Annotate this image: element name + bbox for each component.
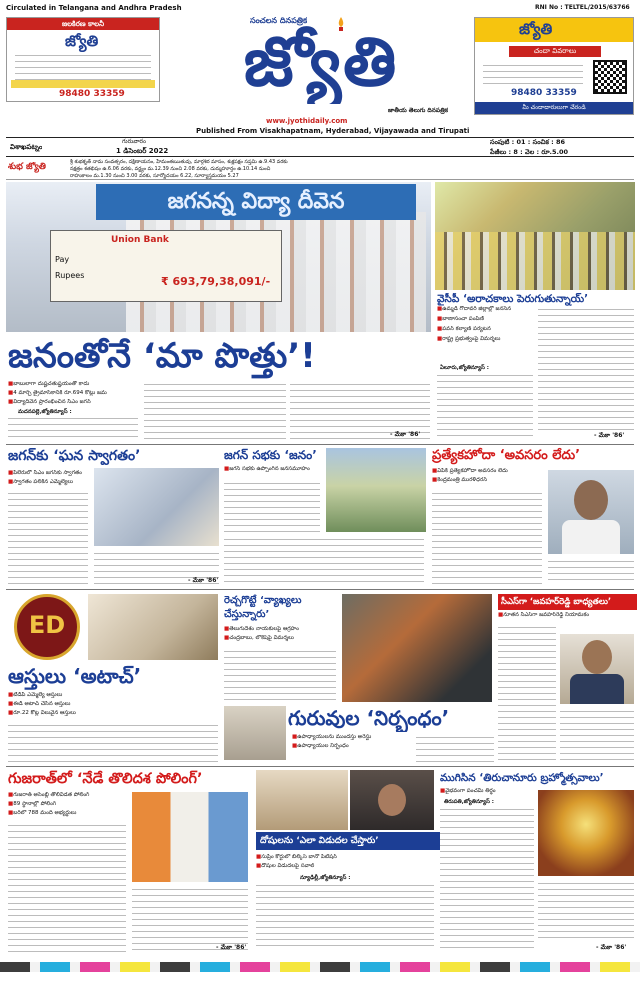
special-status-body-1 — [432, 490, 542, 584]
jagan-welcome-headline: జగన్‌కు ‘ఘన స్వాగతం’ — [8, 448, 141, 464]
side-story-body-1 — [437, 372, 533, 438]
left-ad-box — [6, 17, 160, 102]
published-from: Published From Visakhapatnam, Hyderabad, Vijayawada and Tirupati — [196, 127, 470, 135]
jagan-meeting-headline: జగన్ సభకు ‘జనం’ — [224, 448, 317, 462]
side-bullet-2: ■ బాణాసంచా పంపిణీ — [437, 316, 533, 323]
weekday: గురువారం — [122, 138, 147, 145]
masthead-title: జ్యోతి — [243, 23, 399, 102]
lead-headline: జనంతోనే ‘మా పొత్తు’! — [8, 336, 316, 376]
rni-number: RNI No : TELTEL/2015/63766 — [535, 4, 630, 11]
teachers-headline: గురువుల ‘నిర్బంధం’ — [288, 706, 450, 730]
lead-bullet-1: ■ బాబులాగా దుష్టచతుష్టయంతో కాదు — [8, 381, 140, 388]
gujarat-bullet-3: ■ బరిలో 788 మంది అభ్యర్థులు — [8, 810, 128, 817]
circulation-note: Circulated in Telangana and Andhra Pradesh — [6, 4, 182, 12]
side-bullet-4: ■ రాష్ట్ర ప్రభుత్వంపై విమర్శలు — [437, 336, 533, 343]
gujarat-bullet-1: ■ గుజరాత్ అసెంబ్లీ తొలివిడత పోలింగ్ — [8, 792, 128, 799]
side-story-photo — [435, 182, 635, 290]
assets-bullet-2: ■ ఈడీ అటాచ్ చేసిన ఆస్తులు — [8, 701, 208, 708]
assets-body — [8, 722, 218, 762]
left-ad-phone: 98480 33359 — [59, 89, 125, 99]
issue-date: 1 డిసెంబర్ 2022 — [116, 147, 169, 155]
divider-3 — [6, 766, 634, 767]
portrait-body — [562, 520, 620, 554]
assets-headline: ఆస్తులు ‘అటాచ్’ — [8, 664, 142, 688]
jagan-welcome-bullet-1: ■ పీలేరులో సీఎం జగన్‌కు స్వాగతం — [8, 470, 88, 477]
teachers-photo — [342, 594, 492, 702]
divider-2 — [6, 589, 634, 590]
right-ad-box — [474, 17, 634, 115]
cs-bullet-1: ■ నూతన సీఎస్‌గా జవహర్‌రెడ్డి నియామకం — [498, 612, 634, 619]
right-ad-header — [475, 18, 633, 42]
print-registration-bar — [0, 962, 640, 972]
side-story-byline: - మేకా '86' — [594, 432, 625, 439]
assets-bullet-3: ■ రూ.22 కోట్ల విలువైన ఆస్తులు — [8, 710, 208, 717]
rechagotte-bullet-1: ■ తెలుగుదేశం నాయకులపై ఆగ్రహం — [224, 626, 336, 633]
special-status-headline: ప్రత్యేకహోదా ‘అవసరం లేదు’ — [432, 448, 581, 463]
right-ad-subtitle: చందా వివరాలు — [509, 46, 601, 57]
ticker-line-2: నక్షత్రం శతభిషం ఉ.6.06 వరకు, వర్జ్యం మ.12.39 నుంచి 2.08 వరకు, దుర్ముహూర్తం ఉ.10.14 నుంచి — [70, 166, 271, 172]
side-story-dateline: ఏలూరు,జ్యోతిన్యూస్ : — [440, 365, 489, 371]
giant-cheque — [50, 230, 282, 302]
side-bullet-3: ■ పవన్ కల్యాణ్ పర్యటన — [437, 326, 533, 333]
convicts-dateline: న్యూఢిల్లీ,జ్యోతిన్యూస్ : — [300, 875, 351, 881]
rechagotte-photo — [224, 706, 286, 760]
side-story-bullets — [437, 306, 533, 362]
ticker-label: శుభ జ్యోతి — [8, 162, 46, 172]
tiruchanur-byline: - మేకా '86' — [596, 944, 627, 951]
cs-portrait-head — [582, 640, 612, 674]
teachers-body — [416, 734, 494, 762]
gujarat-bullet-2: ■ 89 స్థానాల్లో పోలింగ్ — [8, 801, 128, 808]
right-ad-brand: జ్యోతి — [519, 20, 553, 38]
rechagotte-headline: రెచ్చగొట్టే ‘వ్యాఖ్యలు చేస్తున్నారు’ — [224, 595, 302, 620]
qr-code-icon — [593, 60, 627, 94]
cs-photo — [560, 634, 634, 704]
website-url: www.jyothidaily.com — [266, 117, 348, 125]
photo-banner: జగనన్న విద్యా దీవెన — [96, 184, 416, 220]
lead-body-col-2 — [144, 381, 286, 440]
cheque-bank: Union Bank — [111, 235, 169, 245]
panchangam-ticker — [6, 158, 634, 180]
left-ad-title: జలకిరణ కాలనీ — [7, 18, 159, 30]
special-status-photo — [548, 470, 634, 554]
cheque-rupees: Rupees — [55, 271, 85, 280]
portrait-head — [574, 480, 608, 520]
right-ad-phone: 98480 33359 — [511, 88, 577, 98]
photo-crowd-2 — [435, 232, 635, 290]
gujarat-body-2 — [132, 886, 248, 950]
gujarat-body-1 — [8, 822, 126, 952]
tiruchanur-bullet-1: ■ వైభవంగా పంచమీ తీర్థం — [440, 788, 540, 795]
convicts-bullet-1: ■ సుప్రీం కోర్టులో బిల్కిస్ బానో పిటిషన్ — [256, 854, 434, 861]
jagan-welcome-bullet-2: ■ స్వాగతం పలికిన ఎమ్మెల్యేలు — [8, 479, 88, 486]
supreme-court-photo — [256, 770, 348, 830]
convicts-headline: దోషులను ‘ఎలా విడుదల చేస్తారు’ — [256, 832, 440, 850]
masthead-tagline: సంచలన దినపత్రిక — [250, 16, 308, 25]
gujarat-headline: గుజరాత్‌లో ‘నేడే తొలిదశ పోలింగ్’ — [8, 771, 203, 787]
special-status-bullet-1: ■ ఏపీకి ప్రత్యేకహోదా అవసరం లేదు — [432, 468, 552, 475]
lead-bullet-3: ■ విద్యాదీవెన ప్రారంభించిన సీఎం జగన్ — [8, 399, 140, 406]
city-name: విశాఖపట్నం — [10, 143, 43, 151]
cheque-pay: Pay — [55, 255, 70, 264]
cs-body-2 — [560, 708, 634, 762]
cs-portrait-body — [570, 674, 624, 704]
cheque-amount: ₹ 693,79,38,091/- — [161, 275, 271, 288]
rechagotte-bullet-2: ■ చంద్రబాబు, లోకేష్‌పై విమర్శలు — [224, 635, 336, 642]
date-bar — [6, 137, 634, 157]
side-story-headline: వైసీపీ ‘అరాచకాలు పెరుగుతున్నాయ్’ — [437, 293, 589, 305]
tiruchanur-body-1 — [440, 806, 534, 950]
cs-body-1 — [498, 624, 556, 762]
bilkis-face — [378, 784, 406, 816]
lead-photo — [6, 182, 431, 332]
lead-dateline: మదనపల్లె,జ్యోతిన్యూస్ : — [18, 409, 72, 415]
side-bullet-1: ■ ఉమ్మడి గోదావరి జిల్లాల్లో జనసేన — [437, 306, 533, 313]
assets-bullet-1: ■ టీడీపీ ఎమ్మెల్యే ఆస్తులు — [8, 692, 208, 699]
jagan-meeting-body-2 — [224, 536, 424, 584]
lead-body-col-1 — [8, 415, 138, 440]
lead-bullet-2: ■ 4 మార్చి త్రైమాసికానికి రూ.694 కోట్లు జమ — [8, 390, 140, 397]
side-story-body-2 — [538, 306, 634, 432]
special-status-body-2 — [548, 558, 634, 584]
ed-logo-text: ED — [28, 611, 66, 639]
gujarat-byline: - మేకా '86' — [216, 944, 247, 951]
tiruchanur-headline: ముగిసిన ‘తిరుచానూరు బ్రహ్మోత్సవాలు’ — [440, 772, 604, 784]
bilkis-photo — [350, 770, 434, 830]
tiruchanur-dateline: తిరుపతి,జ్యోతిన్యూస్ : — [444, 799, 494, 805]
ticker-line-3: రాహుకాలం మ.1.30 నుంచి 3.00 వరకు, సూర్యోదయం 6.22, సూర్యాస్తమయం 5.27 — [70, 173, 239, 179]
pages-price: పేజీలు : 8 : వెల : రూ.5.00 — [490, 148, 569, 156]
gujarat-photo — [132, 792, 248, 882]
cs-headline: సీఎస్‌గా ‘జవహర్‌రెడ్డి బాధ్యతలు’ — [498, 594, 637, 610]
jagan-meeting-photo — [326, 448, 426, 532]
jagan-meeting-bullet-1: ■ జగన్ సభకు ఉప్పొంగిన జనసమూహం — [224, 466, 320, 473]
telugu-daily-label: జాతీయ తెలుగు దినపత్రిక — [388, 107, 448, 114]
ed-logo — [14, 594, 80, 660]
right-ad-footer: మీ చందాదారులుగా చేరండి — [475, 102, 633, 114]
jagan-welcome-photo — [94, 468, 219, 546]
left-ad-brand: జ్యోతి — [65, 32, 99, 50]
divider-1 — [6, 444, 634, 445]
teachers-bullet-2: ■ ఉపాధ్యాయుల నిర్బంధం — [292, 743, 412, 750]
volume-issue: సంపుటి : 01 : సంచిక : 86 — [490, 138, 566, 146]
assets-photo — [88, 594, 218, 660]
convicts-bullet-2: ■ దోషుల విడుదలపై సవాల్ — [256, 863, 434, 870]
right-ad-text — [483, 62, 583, 86]
convicts-body — [256, 882, 434, 950]
tiruchanur-body-2 — [538, 880, 634, 940]
ticker-line-1: శ్రీ శుభకృత్ నామ సంవత్సరం, దక్షిణాయనం, హేమంతఋతువు, మార్గశిర మాసం, శుక్లపక్షం సప్తమి ఉ.9.43 వరకు — [70, 159, 288, 165]
left-ad-strip — [11, 80, 155, 88]
rechagotte-body — [224, 648, 336, 702]
jagan-welcome-byline: - మేకా '86' — [188, 577, 219, 584]
jagan-welcome-body-1 — [8, 490, 88, 584]
teachers-bullet-1: ■ ఉపాధ్యాయులను ముందస్తు అరెస్టు — [292, 734, 412, 741]
left-ad-text — [15, 52, 151, 80]
special-status-bullet-2: ■ కేంద్రమంత్రి మురళీధరన్ — [432, 477, 552, 484]
lead-byline: - మేకా '86' — [390, 431, 421, 438]
tiruchanur-photo — [538, 790, 634, 876]
jagan-meeting-body-1 — [224, 480, 320, 532]
